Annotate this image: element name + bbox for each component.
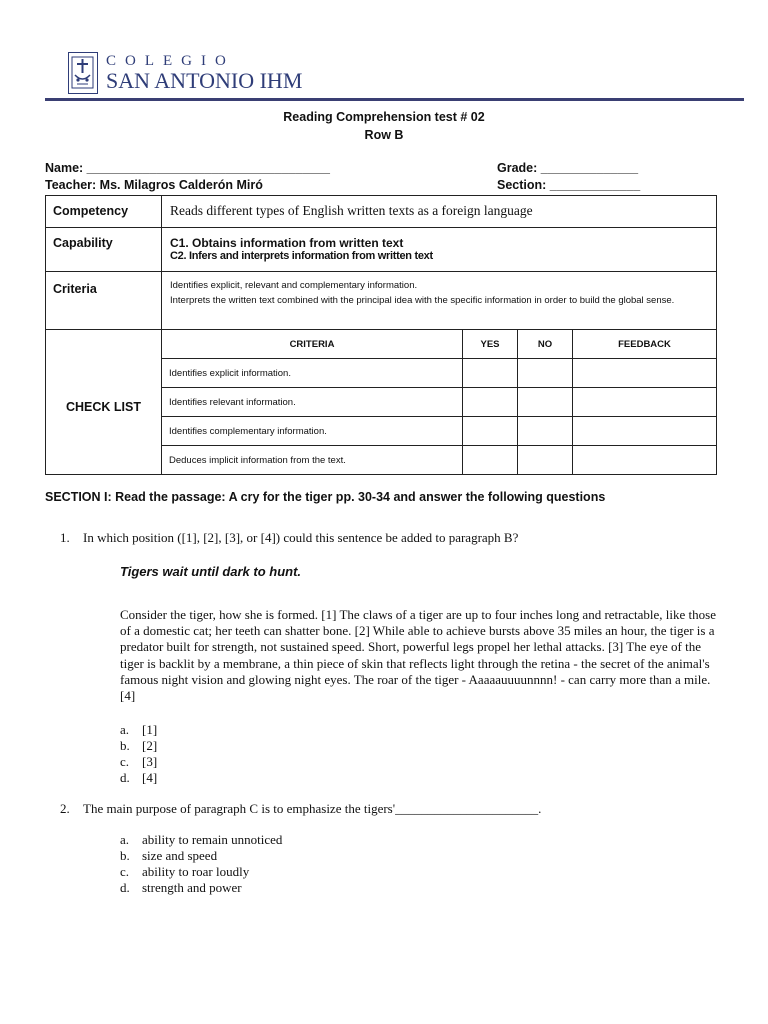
option-letter: a.	[120, 832, 130, 847]
option-letter: c.	[120, 864, 130, 879]
question-number: 1.	[60, 530, 70, 545]
checklist-header-no: NO	[518, 330, 573, 359]
competency-text: Reads different types of English written texts as a foreign language	[170, 203, 533, 218]
option-letter: b.	[120, 848, 130, 863]
criteria-2: Interprets the written text combined with the principal idea with the specific information in order to build the global sense.	[170, 295, 675, 306]
question-text: In which position ([1], [2], [3], or [4]) could this sentence be added to paragraph B?	[83, 530, 519, 545]
page-subtitle: Row B	[364, 128, 404, 142]
teacher-field: Teacher: Ms. Milagros Calderón Miró	[45, 178, 263, 192]
yes-cell[interactable]	[463, 388, 518, 417]
feedback-cell[interactable]	[573, 388, 717, 417]
feedback-cell[interactable]	[573, 359, 717, 388]
option-text[interactable]: [1]	[142, 722, 158, 737]
competency-label: Competency	[46, 196, 162, 228]
option-letter: c.	[120, 754, 130, 769]
checklist-criterion: Identifies complementary information.	[162, 417, 463, 446]
option-text[interactable]: [2]	[142, 738, 158, 753]
page-title: Reading Comprehension test # 02	[283, 110, 485, 124]
header-divider	[45, 98, 744, 101]
no-cell[interactable]	[518, 388, 573, 417]
criteria-1: Identifies explicit, relevant and complementary information.	[170, 280, 418, 291]
option-text[interactable]: strength and power	[142, 880, 242, 895]
name-field: Name: ___________________________________	[45, 161, 330, 175]
checklist-criterion: Identifies relevant information.	[162, 388, 463, 417]
option-letter: d.	[120, 880, 130, 895]
capability-1: C1. Obtains information from written text	[170, 236, 404, 250]
rubric-table	[45, 195, 717, 475]
school-label: COLEGIO	[106, 53, 235, 69]
option-letter: a.	[120, 722, 130, 737]
checklist-header-criteria: CRITERIA	[162, 330, 463, 359]
checklist-row	[162, 359, 716, 388]
no-cell[interactable]	[518, 446, 573, 475]
option-text[interactable]: [4]	[142, 770, 158, 785]
section-field: Section: _____________	[497, 178, 641, 192]
option-text[interactable]: size and speed	[142, 848, 218, 863]
option-text[interactable]: ability to remain unnoticed	[142, 832, 283, 847]
yes-cell[interactable]	[463, 446, 518, 475]
inserted-sentence: Tigers wait until dark to hunt.	[120, 564, 302, 579]
checklist-header-yes: YES	[463, 330, 518, 359]
checklist-criterion: Identifies explicit information.	[162, 359, 463, 388]
question-number: 2.	[60, 801, 70, 816]
feedback-cell[interactable]	[573, 446, 717, 475]
checklist-criterion: Deduces implicit information from the text.	[169, 454, 346, 466]
section-heading: SECTION I: Read the passage: A cry for the tiger pp. 30-34 and answer the following questions	[45, 490, 606, 504]
no-cell[interactable]	[518, 359, 573, 388]
grade-field: Grade: ______________	[497, 161, 639, 175]
criteria-label: Criteria	[46, 272, 162, 330]
capability-2: C2. Infers and interprets information from written text	[170, 250, 433, 262]
feedback-cell[interactable]	[573, 417, 717, 446]
option-letter: b.	[120, 738, 130, 753]
checklist-label: CHECK LIST	[46, 330, 162, 475]
option-text[interactable]: ability to roar loudly	[142, 864, 250, 879]
checklist-header-feedback: FEEDBACK	[573, 330, 717, 359]
checklist-row	[162, 417, 716, 446]
school-crest-icon	[68, 52, 98, 94]
question-text: The main purpose of paragraph C is to emphasize the tigers'______________________.	[83, 801, 542, 816]
no-cell[interactable]	[518, 417, 573, 446]
option-letter: d.	[120, 770, 130, 785]
checklist-row	[162, 388, 716, 417]
school-name: SAN ANTONIO IHM	[106, 68, 303, 93]
checklist-table	[162, 330, 716, 474]
option-text[interactable]: [3]	[142, 754, 158, 769]
yes-cell[interactable]	[463, 359, 518, 388]
passage-paragraph: Consider the tiger, how she is formed. [1] The claws of a tiger are up to four inches long and retractable, like those of a domestic cat; her teeth can shatter bone. [2] While able to achieve bursts above 35 miles an hour, the tiger is a predator built for strength, not sustained speed. Short, powerful legs propel her lethal attacks. [3] The eye of the tiger is backlit by a membrane, a thin piece of skin that reflects light through the retina - the secret of the animal's famous night vision and glowing night eyes. The roar of the tiger - Aaaaauuuunnnn! - can carry more than a mile. [4]	[120, 607, 716, 704]
capability-label: Capability	[46, 228, 162, 272]
checklist-row	[162, 446, 716, 475]
yes-cell[interactable]	[463, 417, 518, 446]
